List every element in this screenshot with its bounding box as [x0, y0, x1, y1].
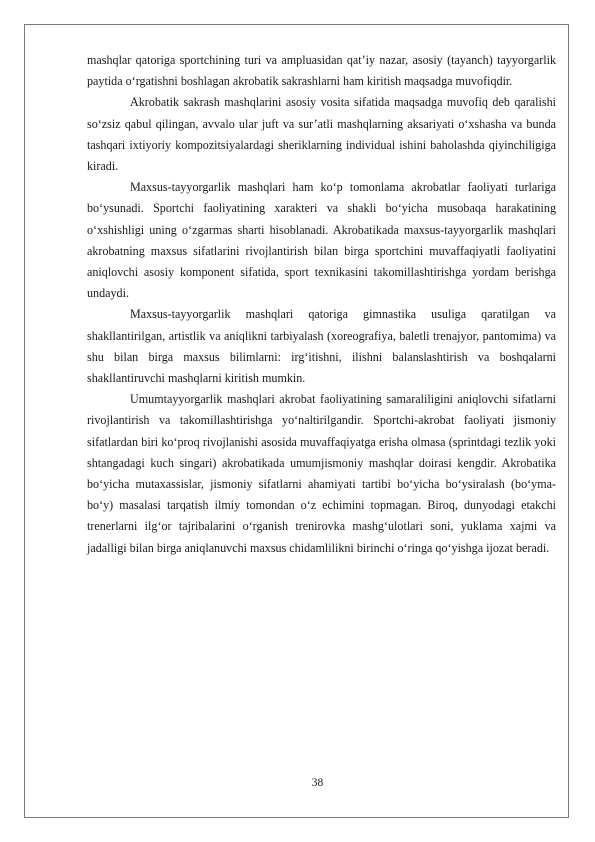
paragraph: Umumtayyorgarlik mashqlari akrobat faoliyatining samaraliligini aniqlovchi sifatlarni rivojlantirish va takomillashtirishga yo‘naltirilgandir. Sportchi-akrobat faoliyati jismoniy sifatlardan biri ko‘proq rivojlanishi asosida muvaffaqiyatga erisha olmasa (sprintdagi tezlik yoki shtangadagi kuch singari) akrobatikada umumjismoniy mashqlar doirasi kengdir. Akrobatika bo‘yicha mutaxassislar, jismoniy sifatlarni ahamiyati tartibi bo‘yicha bo‘ysiralash (bo‘yma-bo‘y) masalasi tarqatish ilmiy tomondan o‘z echimini topmagan. Biroq, dunyodagi etakchi trenerlarni ilg‘or tajribalarini o‘rganish trenirovka mashg‘ulotlari soni, yuklama xajmi va jadalligi bilan birga aniqlanuvchi maxsus chidamlilikni birinchi o‘ringa qo‘yishga ijozat beradi. — [87, 392, 556, 555]
paragraph: Maxsus-tayyorgarlik mashqlari ham ko‘p tomonlama akrobatlar faoliyati turlariga bo‘ysunadi. Sportchi faoliyatining xarakteri va shakli bo‘yicha musobaqa harakatining o‘xshishligi uning o‘zgarmas sharti hisoblanadi. Akrobatikada maxsus-tayyorgarlik mashqlari akrobatning maxsus sifatlarini rivojlantirish bilan birga sportchini muvaffaqiyatli faoliyatini aniqlovchi asosiy komponent sifatida, sport texnikasini takomillashtirishga yordam berishga undaydi. — [87, 180, 556, 301]
page-number: 38 — [311, 777, 324, 789]
paragraph: Maxsus-tayyorgarlik mashqlari qatoriga gimnastika usuliga qaratilgan va shakllantirilgan, artistlik va aniqlikni tarbiyalash (xoreografiya, baletli trenajyor, pantomima) va shu bilan birga maxsus bilimlarni: irg‘itishni, ilishni balanslashtirish va boshqalarni shakllantiruvchi mashqlarni kiritish mumkin. — [87, 307, 556, 386]
document-body — [87, 50, 556, 559]
paragraph: Akrobatik sakrash mashqlarini asosiy vosita sifatida maqsadga muvofiq deb qaralishi so‘zsiz qabul qilingan, avvalo ular juft va sur’atli mashqlarning aksariyati o‘xshasha va bunda tashqari ixtiyoriy kompozitsiyalardagi sheriklarning individual ishini baholashda qiyinchiligiga kiradi. — [87, 95, 556, 174]
paragraph-continuation: mashqlar qatoriga sportchining turi va ampluasidan qat’iy nazar, asosiy (tayanch) tayyorgarlik paytida o‘rgatishni boshlagan akrobatik sakrashlarni ham kiritish maqsadga muvofiqdir. — [87, 53, 556, 89]
